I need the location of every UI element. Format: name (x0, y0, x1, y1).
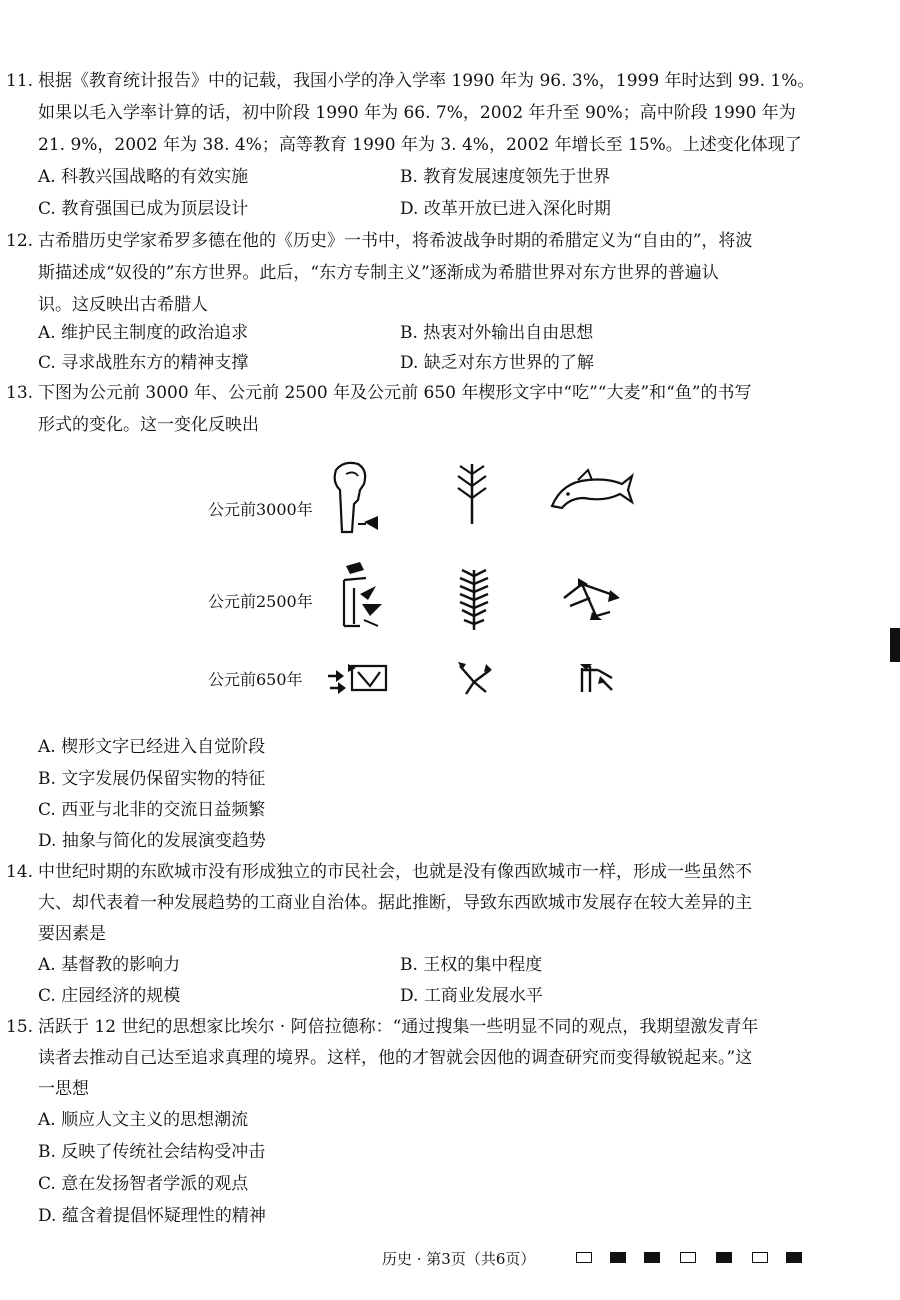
scan-box-icon (752, 1252, 768, 1263)
option-b[interactable]: B. 热衷对外输出自由思想 (400, 323, 594, 343)
scan-box-filled-icon (716, 1252, 732, 1263)
fish-cuneiform-650-icon (578, 660, 614, 696)
option-a[interactable]: A. 楔形文字已经进入自觉阶段 (38, 737, 266, 757)
scan-box-icon (680, 1252, 696, 1263)
barley-cuneiform-2500-icon (456, 568, 492, 632)
option-d[interactable]: D. 抽象与简化的发展演变趋势 (38, 831, 266, 851)
barley-pictograph-icon (452, 462, 492, 526)
option-d[interactable]: D. 改革开放已进入深化时期 (400, 199, 611, 219)
option-c[interactable]: C. 意在发扬智者学派的观点 (38, 1174, 249, 1194)
question-text-line: 识。这反映出古希腊人 (38, 295, 208, 315)
page-footer (0, 1248, 900, 1270)
question-text-line: 下图为公元前 3000 年、公元前 2500 年及公元前 650 年楔形文字中“吃”“大麦”和“鱼”的书写 (38, 383, 752, 403)
scan-box-filled-icon (786, 1252, 802, 1263)
fish-cuneiform-2500-icon (556, 572, 622, 622)
option-a[interactable]: A. 科教兴国战略的有效实施 (38, 167, 249, 187)
question-text-line: 如果以毛入学率计算的话，初中阶段 1990 年为 66. 7%，2002 年升至 90%；高中阶段 1990 年为 (38, 103, 796, 123)
row-label-2500bc: 公元前2500年 (208, 592, 313, 611)
question-text-line: 斯描述成“奴役的”东方世界。此后，“东方专制主义”逐渐成为希腊世界对东方世界的普遍认 (38, 263, 719, 283)
question-text-line: 要因素是 (38, 924, 106, 944)
page-number: 历史 · 第3页（共6页） (382, 1250, 536, 1268)
option-a[interactable]: A. 基督教的影响力 (38, 955, 181, 975)
option-c[interactable]: C. 寻求战胜东方的精神支撑 (38, 353, 249, 373)
option-d[interactable]: D. 缺乏对东方世界的了解 (400, 353, 594, 373)
option-c[interactable]: C. 庄园经济的规模 (38, 986, 181, 1006)
scan-box-icon (576, 1252, 592, 1263)
question-text-line: 大、却代表着一种发展趋势的工商业自治体。据此推断，导致东西欧城市发展存在较大差异的主 (38, 893, 752, 913)
scan-box-filled-icon (610, 1252, 626, 1263)
option-c[interactable]: C. 教育强国已成为顶层设计 (38, 199, 249, 219)
eat-pictograph-icon (328, 460, 380, 536)
option-c[interactable]: C. 西亚与北非的交流日益频繁 (38, 800, 266, 820)
question-text-line: 一思想 (38, 1079, 89, 1099)
option-b[interactable]: B. 教育发展速度领先于世界 (400, 167, 611, 187)
barley-cuneiform-650-icon (456, 660, 494, 698)
option-b[interactable]: B. 王权的集中程度 (400, 955, 543, 975)
question-number: 13. (6, 383, 34, 403)
row-label-650bc: 公元前650年 (208, 670, 303, 689)
option-d[interactable]: D. 工商业发展水平 (400, 986, 543, 1006)
question-text-line: 中世纪时期的东欧城市没有形成独立的市民社会，也就是没有像西欧城市一样，形成一些虽然不 (38, 862, 752, 882)
edge-marker (890, 628, 900, 662)
eat-cuneiform-2500-icon (336, 560, 390, 632)
question-text-line: 活跃于 12 世纪的思想家比埃尔 · 阿倍拉德称：“通过搜集一些明显不同的观点，我期望激发青年 (38, 1017, 759, 1037)
question-text-line: 形式的变化。这一变化反映出 (38, 415, 259, 435)
question-number: 12. (6, 231, 34, 251)
question-text-line: 古希腊历史学家希罗多德在他的《历史》一书中，将希波战争时期的希腊定义为“自由的”，将波 (38, 231, 753, 251)
question-text-line: 21. 9%，2002 年为 38. 4%；高等教育 1990 年为 3. 4%，2002 年增长至 15%。上述变化体现了 (38, 135, 802, 155)
question-text-line: 根据《教育统计报告》中的记载，我国小学的净入学率 1990 年为 96. 3%，1999 年时达到 99. 1%。 (38, 71, 815, 91)
scan-box-filled-icon (644, 1252, 660, 1263)
question-number: 11. (6, 71, 34, 91)
question-number: 15. (6, 1017, 34, 1037)
option-a[interactable]: A. 顺应人文主义的思想潮流 (38, 1110, 249, 1130)
question-number: 14. (6, 862, 34, 882)
option-d[interactable]: D. 蕴含着提倡怀疑理性的精神 (38, 1206, 266, 1226)
option-a[interactable]: A. 维护民主制度的政治追求 (38, 323, 249, 343)
option-b[interactable]: B. 文字发展仍保留实物的特征 (38, 769, 266, 789)
fish-pictograph-icon (548, 468, 634, 512)
question-text-line: 读者去推动自己达至追求真理的境界。这样，他的才智就会因他的调查研究而变得敏锐起来。”这 (38, 1048, 753, 1068)
row-label-3000bc: 公元前3000年 (208, 500, 313, 519)
option-b[interactable]: B. 反映了传统社会结构受冲击 (38, 1142, 266, 1162)
eat-cuneiform-650-icon (326, 660, 390, 694)
